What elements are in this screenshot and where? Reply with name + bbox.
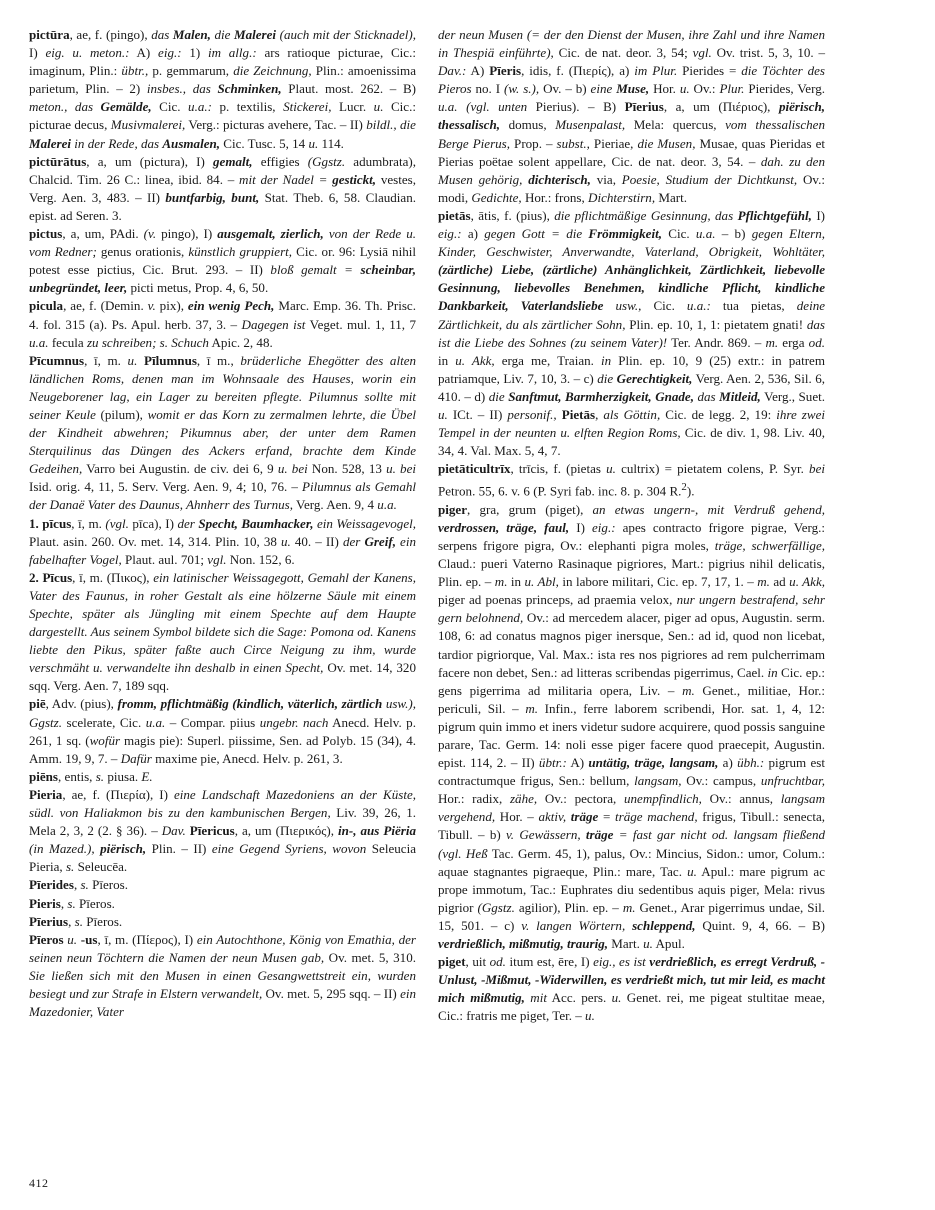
dictionary-entry: Pieris, s. Pīeros. — [29, 895, 115, 911]
dictionary-entry: pictus, a, um, PAdi. (v. pingo), I) ausgemalt, zierlich, von der Rede u. vom Redner; genus orationis, künstlich gruppiert, Cic. or. 96: Lysiā nihil potest esse pictius, Cic. Brut. 293. – II) bloß gemalt = scheinbar, unbegründet, leer, picti metus, Prop. 4, 6, 50. — [29, 226, 417, 296]
dictionary-entry: Pīcumnus, ī, m. u. Pīlumnus, ī m., brüderliche Ehegötter des alten ländlichen Roms, denen man im Wohnsaale des Hauses, worin ein Neugeborener lag, ein Lager zu bereiten pflegte. Pilumnus sollte mit seiner Keule (pilum), womit er das Korn zu zermalmen lehrte, die Übel der Kindheit abwehren; Pikumnus aber, der unter dem Ramen Sterquilinus das Düngen des Ackers erfand, brachte dem Kinde Gedeihen, Varro bei Augustin. de civ. dei 6, 9 u. bei Non. 528, 13 u. bei Isid. orig. 4, 11, 5. Serv. Verg. Aen. 9, 4; 10, 76. – Pilumnus als Gemahl der Danaë Vater des Daunus, Ahnherr des Turnus, Verg. Aen. 9, 4 u.a. — [29, 352, 417, 513]
dictionary-entry: pictūrātus, a, um (pictura), I) gemalt, effigies (Ggstz. adumbrata), Chalcid. Tim. 26 C.: linea, ibid. 84. – mit der Nadel = gestickt, vestes, Verg. Aen. 3, 483. – II) buntfarbig, bunt, Stat. Theb. 6, 58. Claudian. epist. ad Seren. 3. — [29, 153, 416, 223]
dictionary-entry: 2. Pīcus, ī, m. (Πικος), ein latinischer Weissagegott, Gemahl der Kanens, Vater des Faunus, in roher Gestalt als eine hölzerne Säule mit einem Spechte, später als Jüngling mit einem Spechte auf dem Haupte dargestellt. Aus seinem Symbol bildete sich die Sage: Pomona od. Kanens liebte den Pikus, später faßte auch Circe Neigung zu ihm, wurde verschmäht u. verwandelte ihn deshalb in einen Specht, Ov. met. 14, 320 sqq. Verg. Aen. 7, 189 sqq. — [29, 569, 417, 694]
page-number: 412 — [29, 1176, 49, 1190]
dictionary-entry: Pīerides, s. Pīeros. — [29, 877, 128, 893]
dictionary-entry: picula, ae, f. (Demin. v. pix), ein wenig Pech, Marc. Emp. 36. Th. Prisc. 4. fol. 315 (a). Ps. Apul. herb. 37, 3. – Dagegen ist Veget. mul. 1, 11, 7 u.a. fecula zu schreiben; s. Schuch Apic. 2, 48. — [29, 298, 417, 350]
dictionary-entry: piget, uit od. itum est, ēre, I) eig., es ist verdrießlich, es erregt Verdruß, -Unlust, -Mißmut, -Widerwillen, es verdrießt mich, tut mir leid, es macht mich mißmutig, mit Acc. pers. u. Genet. rei, me pigeat stultitae meae, Cic.: fratris me piget, Ter. – u. — [438, 954, 825, 1024]
dictionary-entry: Pieria, ae, f. (Πιερία), I) eine Landschaft Mazedoniens an der Küste, südl. von Haliakmon bis zu den kambunischen Bergen, Liv. 39, 26, 1. Mela 2, 3, 2 (2. § 36). – Dav. Pīericus, a, um (Πιερικός), in-, aus Piëria (in Mazed.), piërisch, Plin. – II) eine Gegend Syriens, wovon Seleucia Pieria, s. Seleucēa. — [29, 786, 416, 875]
dictionary-entry: 1. pīcus, ī, m. (vgl. pīca), I) der Specht, Baumhacker, ein Weissagevogel, Plaut. asin. 260. Ov. met. 14, 314. Plin. 10, 38 u. 40. – II) der Greif, ein fabelhafter Vogel, Plaut. aul. 701; vgl. Non. 152, 6. — [29, 515, 416, 567]
dictionary-entry: Pīeros u. -us, ī, m. (Πίερος), I) ein Autochthone, König von Emathia, der seinen neun Töchtern die Namen der neun Musen gab, Ov. met. 5, 310. Sie ließen sich mit den Musen in einen Gesangwettstreit ein, wurden besiegt und zur Strafe in Elstern verwandelt, Ov. met. 5, 295 sqq. – II) ein Mazedonier, Vater — [29, 931, 417, 1020]
dictionary-entry: pietāticultrīx, trīcis, f. (pietas u. cultrix) = pietatem colens, P. Syr. bei Petron. 55, 6. v. 6 (P. Syri fab. inc. 8. p. 304 R.$^2$). — [438, 461, 825, 499]
dictionary-entry: piē, Adv. (pius), fromm, pflichtmäßig (kindlich, väterlich, zärtlich usw.), Ggstz. scelerate, Cic. u.a. – Compar. piius ungebr. nach Anecd. Helv. p. 261, 1 sq. (wofür magis pie): Superl. piissime, Sen. ad Polyb. 15 (34), 4. Amm. 19, 9, 7. – Dafür maxime pie, Anecd. Helv. p. 261, 3. — [29, 696, 417, 766]
dictionary-entry: piger, gra, grum (piget), an etwas ungern-, mit Verdruß gehend, verdrossen, träge, faul, I) eig.: apes contracto frigore pigrae, Verg.: serpens frigore pigra, Ov.: elephanti pigra moles, träge, schwerfällige, Claud.: pueri Vaterno Rasinaque pigriores, Mart.: pigrius nihil delicatis, Plin. ep. – m. in u. Abl, in labore militari, Cic. ep. 7, 17, 1. – m. ad u. Akk, piger ad poenas princeps, ad praemia velox, nur ungern bestrafend, sehr gern belohnend, Ov.: ad mercedem alacer, piger ad opus, Augustin. serm. 108, 6: ad conatus magnos piger inersque, Sen.: ad id, quod non licebat, tardior pigriorque, Val. Max.: ista res nos pigriores ad rem pulcherrimam facere non debet, Sen.: ad litteras scribendas pigerrimus, Cael. in Cic. ep.: gens pigerrima ad militaria opera, Liv. – m. Genet., militiae, Hor.: periculi, Sil. – m. Infin., ferre laborem scribendi, Hor. sat. 1, 4, 12: pigrum quin immo et iners videtur sudore acquirere, quod possis sanguine parare, Tac. Germ. 14: noli esse piger facere quod praecepit, Augustin. epist. 114, 2. – II) übtr.: A) untätig, träge, langsam, a) übh.: pigrum est contractumque frigus, Sen.: bellum, langsam, Ov.: campus, unfruchtbar, Hor.: radix, zähe, Ov.: pectora, unempfindlich, Ov.: annus, langsam vergehend, Hor. – aktiv, träge = träge machend, frigus, Tibull.: senecta, Tibull. – b) v. Gewässern, träge = fast gar nicht od. langsam fließend (vgl. Heß Tac. Germ. 45, 1), palus, Ov.: Mincius, Sidon.: umor, Colum.: aquae stagnantes pigraeque, Plin.: mare, Tac. u. Apul.: mare pigrum ac prope immotum, Tac.: Euphrates diu sedentibus aquis piger, Mela: rivus pigrior (Ggstz. agilior), Plin. ep. – m. Genet., Arar pigerrimus undae, Sil. 15, 501. – c) v. langen Wörtern, schleppend, Quint. 9, 4, 66. – B) verdrießlich, mißmutig, traurig, Mart. u. Apul. — [438, 501, 826, 952]
left-column — [29, 26, 416, 1021]
dictionary-entry: pietās, ātis, f. (pius), die pflichtmäßige Gesinnung, das Pflichtgefühl, I) eig.: a) gegen Gott = die Frömmigkeit, Cic. u.a. – b) gegen Eltern, Kinder, Geschwister, Anverwandte, Vaterland, Obrigkeit, Wohltäter, (zärtliche) Liebe, (zärtliche) Anhänglichkeit, Zärtlichkeit, liebevolle Gesinnung, liebevolles Benehmen, kindliche Pflicht, kindliche Dankbarkeit, Vaterlandsliebe usw., Cic. u.a.: tua pietas, deine Zärtlichkeit, du als zärtlicher Sohn, Plin. ep. 10, 1, 1: pietatem gnati! das ist die Liebe des Sohnes (zu seinem Vater)! Ter. Andr. 869. – m. erga od. in u. Akk, erga me, Traian. in Plin. ep. 10, 9 (25) extr.: in patrem patriamque, Liv. 7, 10, 3. – c) die Gerechtigkeit, Verg. Aen. 2, 536, Sil. 6, 410. – d) die Sanftmut, Barmherzigkeit, Gnade, das Mitleid, Verg., Suet. u. ICt. – II) personif., Pietās, als Göttin, Cic. de legg. 2, 19: ihre zwei Tempel in der neunten u. elften Region Roms, Cic. de div. 1, 98. Liv. 40, 34, 4. Val. Max. 5, 4, 7. — [438, 207, 826, 459]
dictionary-entry: der neun Musen (= der den Dienst der Musen, ihre Zahl und ihre Namen in Thespiä einführte), Cic. de nat. deor. 3, 54; vgl. Ov. trist. 5, 3, 10. – Dav.: A) Pīeris, idis, f. (Πιερίς), a) im Plur. Pierides = die Töchter des Pieros no. I (w. s.), Ov. – b) eine Muse, Hor. u. Ov.: Plur. Pierides, Verg. u.a. (vgl. unten Pierius). – B) Pīerius, a, um (Πιέριος), piërisch, thessalisch, domus, Musenpalast, Mela: quercus, vom thessalischen Berge Pierus, Prop. – subst., Pieriae, die Musen, Musae, quas Pieridas et Pierias poëtae solent appellare, Cic. de nat. deor. 3, 54. – dah. zu den Musen gehörig, dichterisch, via, Poesie, Studium der Dichtkunst, Ov.: modi, Gedichte, Hor.: frons, Dichterstirn, Mart. — [438, 27, 825, 205]
dictionary-entry: Pīerius, s. Pīeros. — [29, 913, 123, 929]
dictionary-entry: pictūra, ae, f. (pingo), das Malen, die Malerei (auch mit der Sticknadel), I) eig. u. meton.: A) eig.: 1) im allg.: ars ratioque picturae, Cic.: imaginum, Plin.: übtr., p. gemmarum, die Zeichnung, Plin.: amoenissima parietum, Plin. – 2) insbes., das Schminken, Plaut. most. 262. – B) meton., das Gemälde, Cic. u.a.: p. textilis, Stickerei, Lucr. u. Cic.: picturae decus, Musivmalerei, Verg.: picturas avehere, Tac. – II) bildl., die Malerei in der Rede, das Ausmalen, Cic. Tusc. 5, 14 u. 114. — [29, 27, 417, 151]
dictionary-entry: piēns, entis, s. piusa. E. — [29, 768, 153, 784]
right-column — [438, 26, 825, 1026]
